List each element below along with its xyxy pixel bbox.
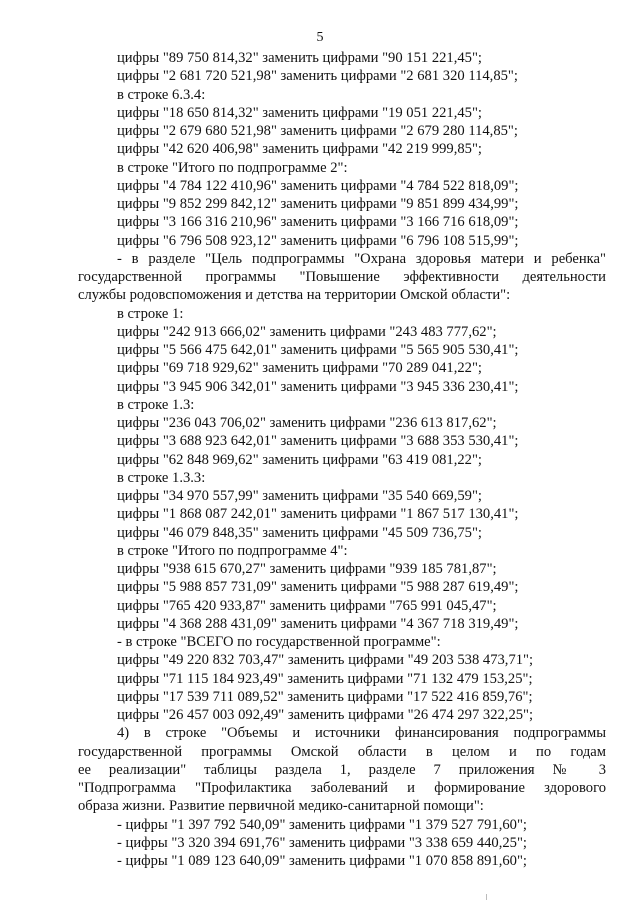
text-line: - цифры "1 397 792 540,09" заменить цифрами "1 379 527 791,60";	[117, 816, 527, 833]
text-line: цифры "2 679 680 521,98" заменить цифрами "2 679 280 114,85";	[117, 123, 518, 139]
text-line: государственной программы Омской области в целом и по годам	[78, 743, 606, 760]
text-line: цифры "4 784 122 410,96" заменить цифрами "4 784 522 818,09";	[117, 177, 519, 194]
text-line: цифры "49 220 832 703,47" заменить цифрами "49 203 538 473,71";	[117, 652, 534, 669]
text-line: цифры "89 750 814,32" заменить цифрами "90 151 221,45";	[117, 50, 482, 66]
text-line: цифры "5 988 857 731,09" заменить цифрами "5 988 287 619,49";	[117, 579, 519, 596]
text-line: цифры "242 913 666,02" заменить цифрами "243 483 777,62";	[117, 323, 497, 340]
scan-mark	[486, 894, 487, 900]
text-line: цифры "4 368 288 431,09" заменить цифрами "4 367 718 319,49";	[117, 615, 519, 632]
text-line: ее реализации" таблицы раздела 1, разделе 7 приложения № 3	[78, 761, 606, 778]
text-line: цифры "46 079 848,35" заменить цифрами "45 509 736,75";	[117, 524, 482, 541]
text-line: цифры "9 852 299 842,12" заменить цифрами "9 851 899 434,99";	[117, 196, 519, 212]
text-line: цифры "3 688 923 642,01" заменить цифрами "3 688 353 530,41";	[117, 433, 519, 450]
text-line: в строке "Итого по подпрограмме 2":	[117, 159, 348, 176]
text-line: в строке 1.3.3:	[117, 469, 206, 486]
text-line: цифры "34 970 557,99" заменить цифрами "35 540 669,59";	[117, 488, 482, 504]
text-line: в строке 6.3.4:	[117, 86, 206, 103]
text-line: цифры "765 420 933,87" заменить цифрами "765 991 045,47";	[117, 597, 497, 614]
text-line: цифры "236 043 706,02" заменить цифрами "236 613 817,62";	[117, 415, 497, 431]
text-line: цифры "17 539 711 089,52" заменить цифрами "17 522 416 859,76";	[117, 688, 533, 705]
text-line: - цифры "3 320 394 691,76" заменить цифрами "3 338 659 440,25";	[117, 834, 527, 851]
text-line: службы родовспоможения и детства на территории Омской области":	[78, 287, 511, 304]
text-line: цифры "71 115 184 923,49" заменить цифрами "71 132 479 153,25";	[117, 670, 533, 687]
text-line: - в разделе "Цель подпрограммы "Охрана здоровья матери и ребенка"	[117, 250, 606, 267]
text-line: государственной программы "Повышение эффективности деятельности	[78, 269, 606, 285]
text-line: цифры "69 718 929,62" заменить цифрами "70 289 041,22";	[117, 360, 482, 377]
text-line: цифры "1 868 087 242,01" заменить цифрами "1 867 517 130,41";	[117, 506, 519, 523]
text-line: в строке 1.3:	[117, 396, 195, 413]
text-line: цифры "938 615 670,27" заменить цифрами "939 185 781,87";	[117, 561, 497, 577]
text-line: цифры "3 166 316 210,96" заменить цифрами "3 166 716 618,09";	[117, 214, 519, 231]
text-line: образа жизни. Развитие первичной медико-санитарной помощи":	[78, 798, 484, 815]
text-line: цифры "2 681 720 521,98" заменить цифрами "2 681 320 114,85";	[117, 68, 518, 85]
text-line: цифры "26 457 003 092,49" заменить цифрами "26 474 297 322,25";	[117, 707, 534, 723]
text-line: цифры "3 945 906 342,01" заменить цифрами "3 945 336 230,41";	[117, 378, 519, 395]
text-line: "Подпрограмма "Профилактика заболеваний и формирование здорового	[78, 780, 606, 796]
text-line: цифры "62 848 969,62" заменить цифрами "63 419 081,22";	[117, 451, 482, 468]
text-line: цифры "42 620 406,98" заменить цифрами "42 219 999,85";	[117, 141, 482, 158]
text-line: цифры "6 796 508 923,12" заменить цифрами "6 796 108 515,99";	[117, 232, 519, 249]
text-line: - в строке "ВСЕГО по государственной программе":	[117, 634, 441, 650]
page-number: 5	[316, 30, 324, 45]
text-line: цифры "18 650 814,32" заменить цифрами "19 051 221,45";	[117, 104, 482, 121]
text-line: 4) в строке "Объемы и источники финансирования подпрограммы	[117, 725, 606, 742]
text-line: - цифры "1 089 123 640,09" заменить цифрами "1 070 858 891,60";	[117, 853, 527, 869]
text-line: в строке 1:	[117, 305, 184, 322]
text-line: цифры "5 566 475 642,01" заменить цифрами "5 565 905 530,41";	[117, 342, 519, 358]
text-line: в строке "Итого по подпрограмме 4":	[117, 542, 348, 559]
